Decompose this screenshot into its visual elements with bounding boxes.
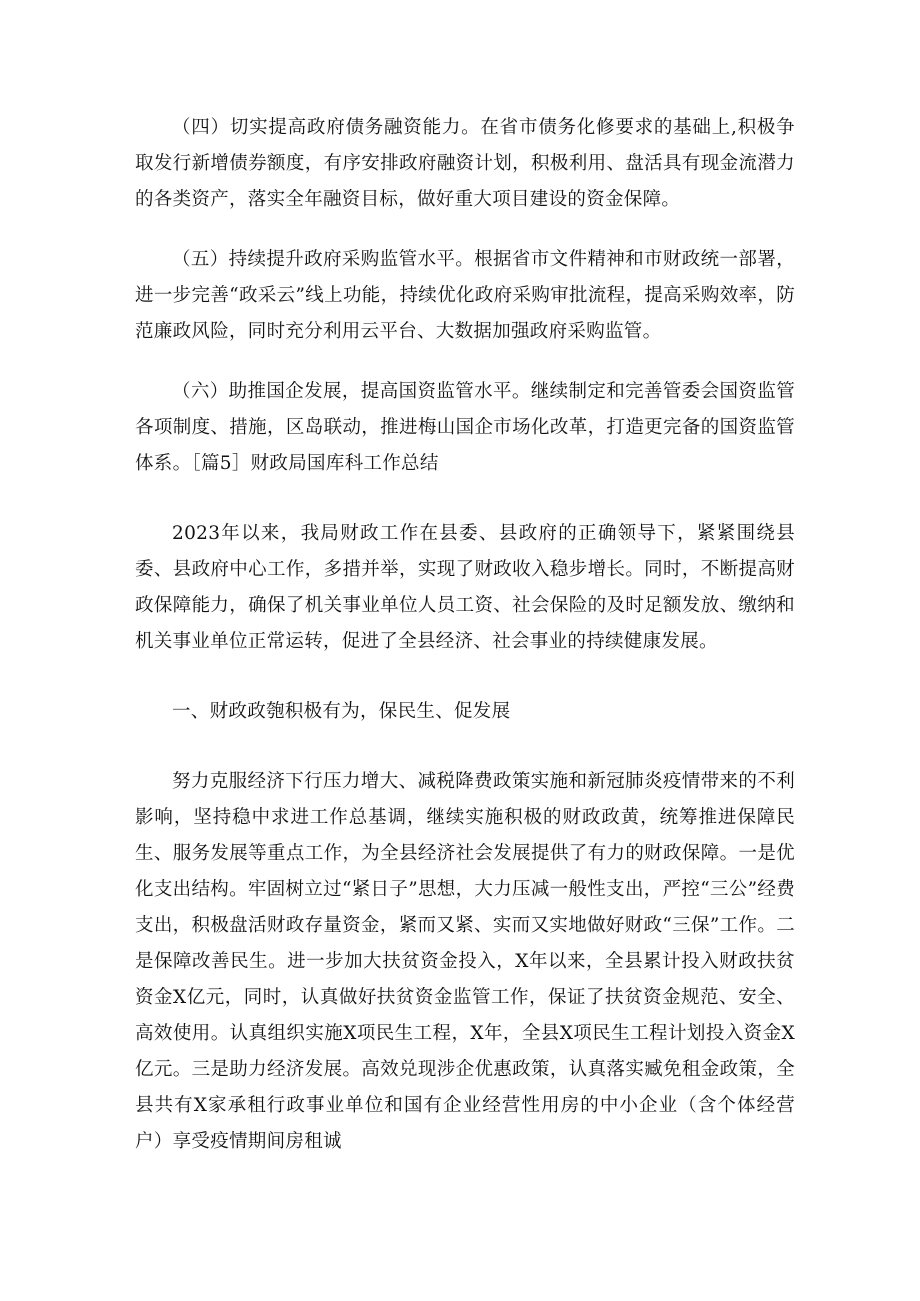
section-heading-1: 一、财政政匏积极有为，保民生、促发展 — [172, 701, 511, 722]
paragraph-fiscal-policy: 努力克服经济下行压力增大、减税降费政策实施和新冠肺炎疫情带来的不利影响，坚持稳中求进工作总基调，继续实施积极的财政政黄，统筹推进保障民生、服务发展等重点工作，为全县经济社会发展提供了有力的财政保障。一是优化支出结构。牢固树立过“紧日子”思想，大力压减一般性支出，严控“三公”经费支出，积极盘活财政存量资金，紧而又紧、实而又实地做好财政“三保”工作。二是保障改善民生。进一步加大扶贫资金投入，X年以来，全县累计投入财政扶贫资金X亿元，同时，认真做好扶贫资金监管工作，保证了扶贫资金规范、安全、高效使用。认真组织实施X项民生工程，X年，全县X项民生工程计划投入资金X亿元。三是助力经济发展。高效兑现涉企优惠政策，认真落实臧免租金政策，全县共有X家承租行政事业单位和国有企业经营性用房的中小企业（含个体经营户）享受疫情期间房租诚 — [135, 771, 795, 1152]
paragraph-debt-financing: （四）切实提高政府债务融资能力。在省市债务化修要求的基础上,积极争取发行新增债券额度，有序安排政府融资计划，积极利用、盘活具有现金流潜力的各类资产，落实全年融资目标，做好重大项目建设的资金保障。 — [135, 117, 795, 210]
paragraph-soe-development: （六）助推国企发展，提高国资监管水平。继续制定和完善管委会国资监管各项制度、措施，区岛联动，推进梅山国企市场化改革，打造更完备的国资监管体系。［篇5］财政局国库科工作总结 — [135, 381, 795, 474]
paragraph-2023-summary: 2023年以来，我局财政工作在县委、县政府的正确领导下，紧紧围绕县委、县政府中心工作，多措并举，实现了财政收入稳步增长。同时，不断提高财政保障能力，确保了机关事业单位人员工资、社会保险的及时足额发放、缴纳和机关事业单位正常运转，促进了全县经济、社会事业的持续健康发展。 — [135, 523, 795, 652]
paragraph-procurement: （五）持续提升政府采购监管水平。根据省市文件精神和市财政统一部署，进一步完善“政采云”线上功能，持续优化政府采购审批流程，提高采购效率，防范廉政风险，同时充分利用云平台、大数据加强政府采购监管。 — [135, 249, 795, 342]
document-page — [135, 110, 795, 1160]
